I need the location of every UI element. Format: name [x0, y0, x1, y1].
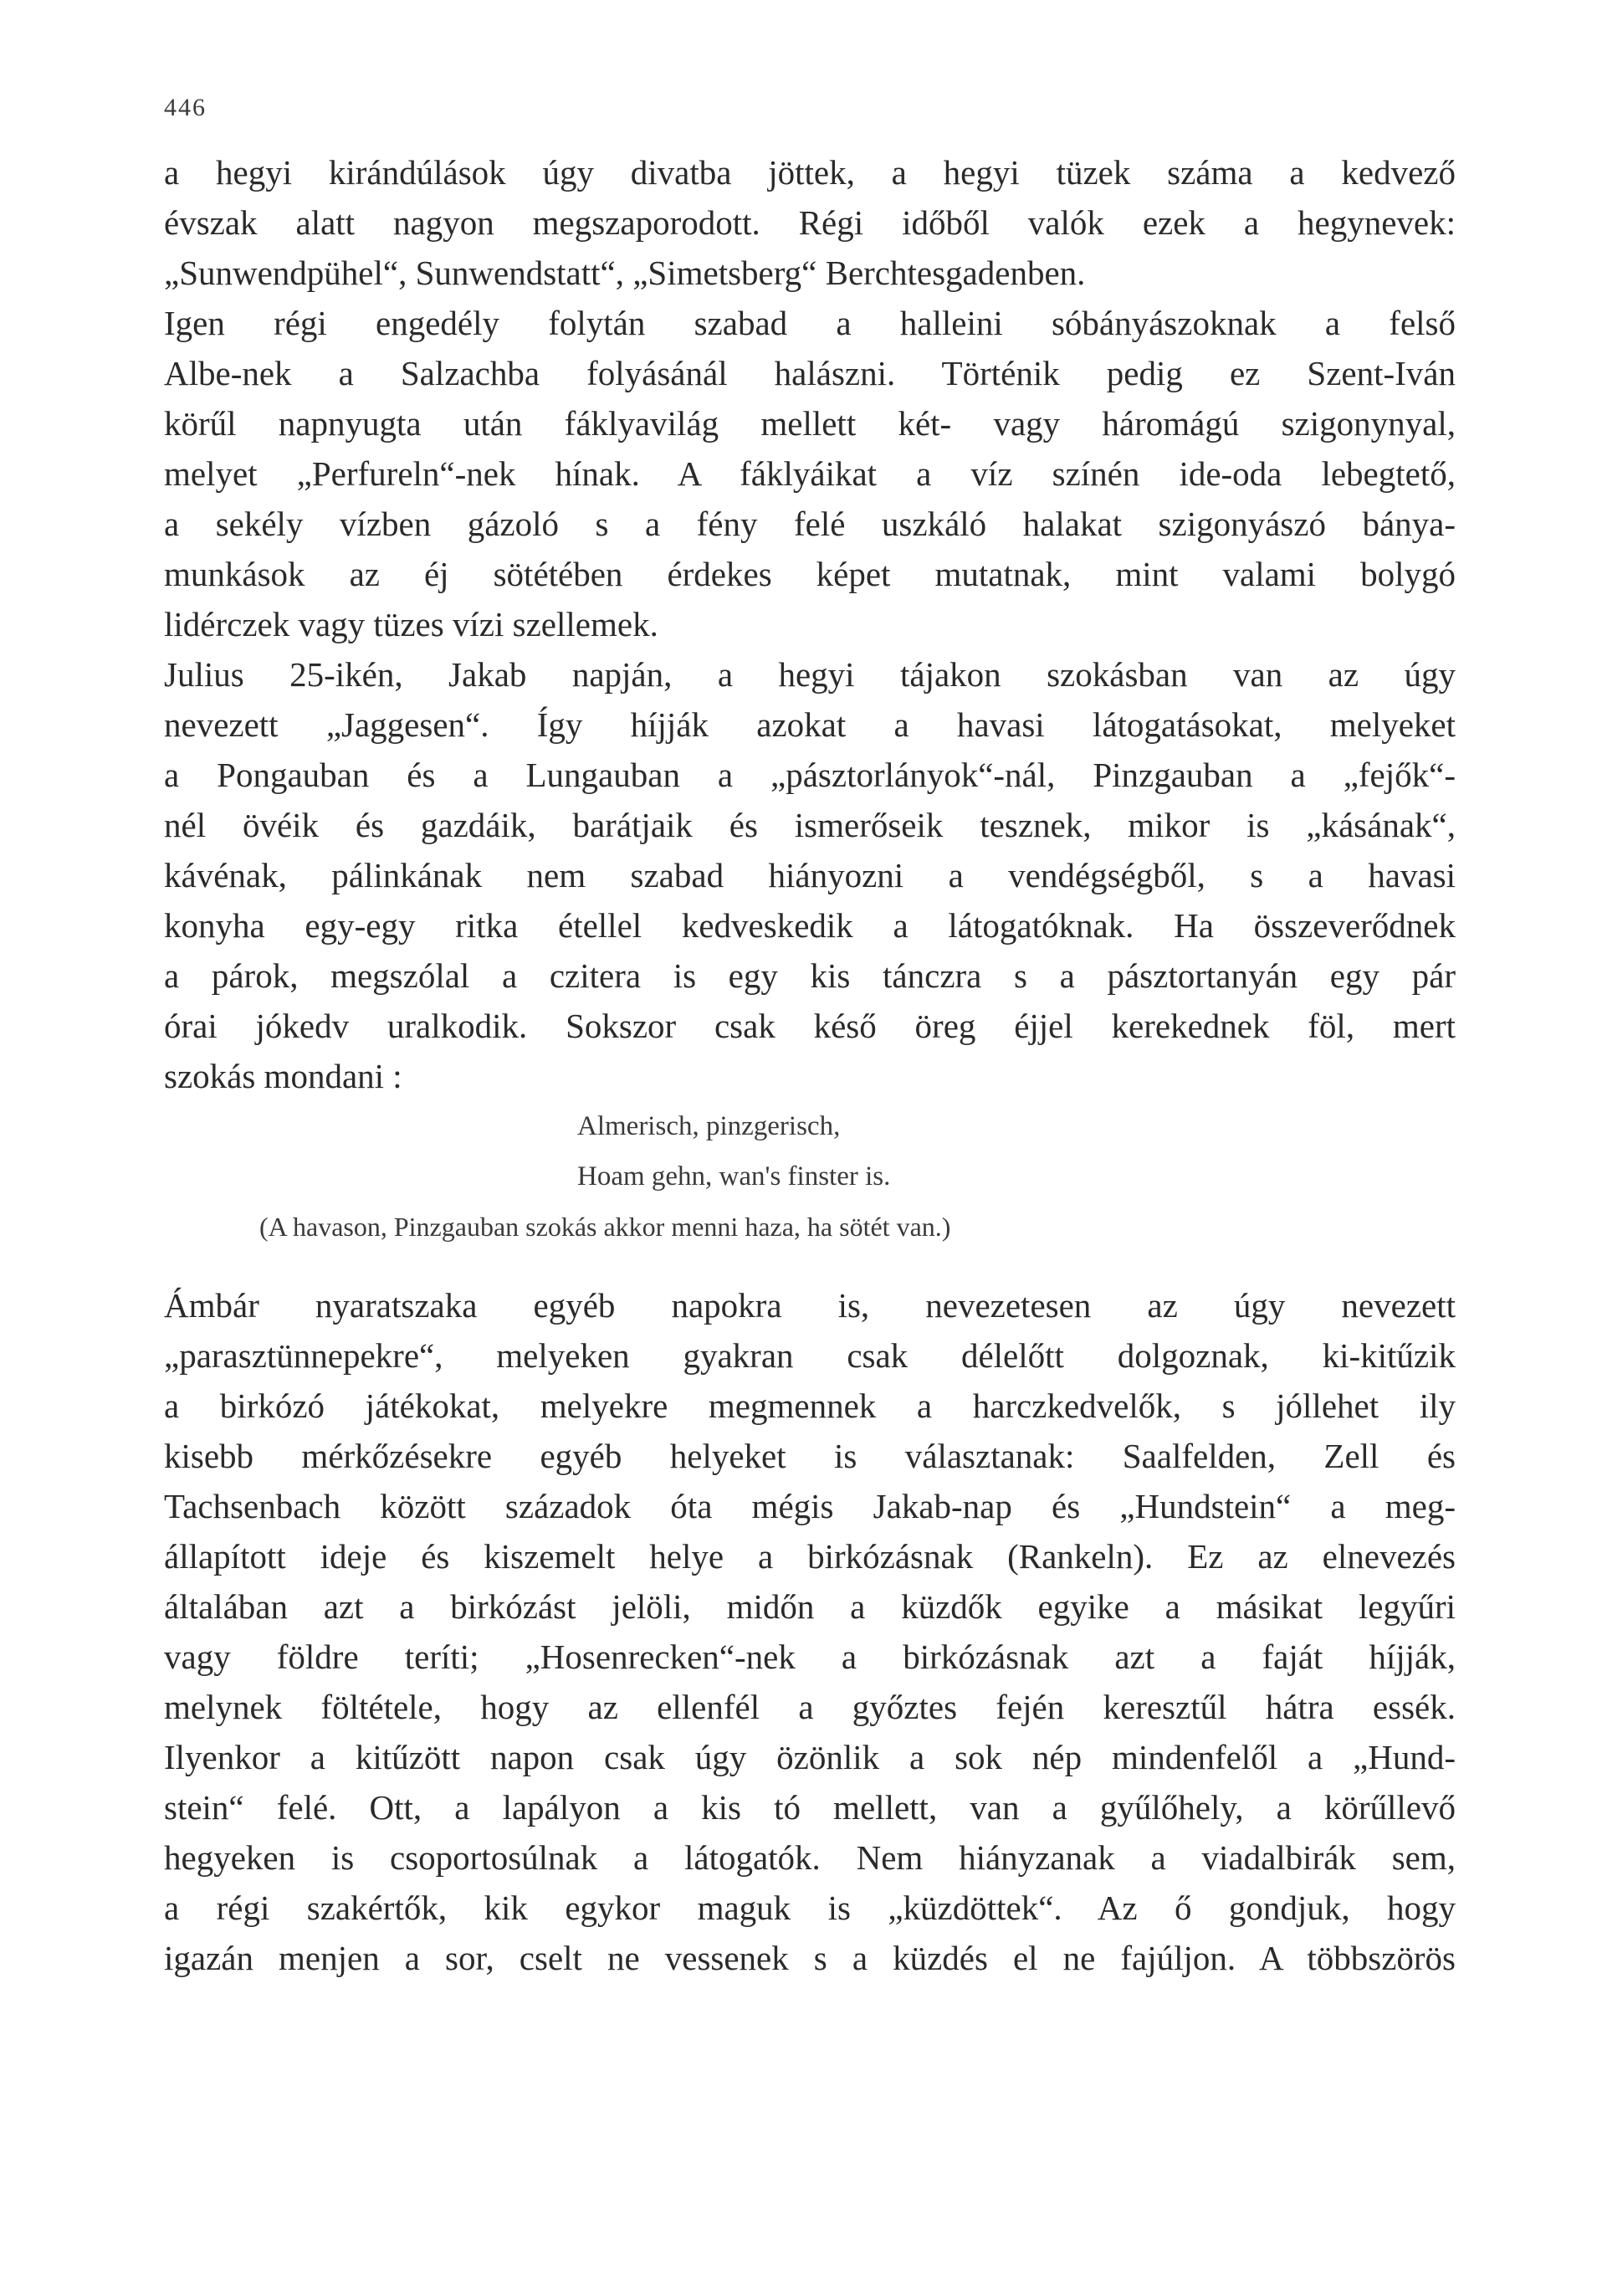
text-line: a birkózó játékokat, melyekre megmennek a harczkedvelők, s jóllehet ily — [164, 1386, 1456, 1425]
text-line: állapított ideje és kiszemelt helye a birkózásnak (Rankeln). Ez az elnevezés — [164, 1537, 1456, 1576]
text-line: Ilyenkor a kitűzött napon csak úgy özönlik a sok nép mindenfelől a „Hund- — [164, 1738, 1456, 1776]
text-line: Igen régi engedély folytán szabad a halleini sóbányászoknak a felső — [164, 304, 1456, 342]
text-line: évszak alatt nagyon megszaporodott. Régi időből valók ezek a hegynevek: — [164, 203, 1456, 242]
text-line: stein“ felé. Ott, a lapályon a kis tó mellett, van a gyűlőhely, a körűllevő — [164, 1788, 1456, 1827]
text-line: nevezett „Jaggesen“. Így híjják azokat a havasi látogatásokat, melyeket — [164, 705, 1456, 744]
text-line: kisebb mérkőzésekre egyéb helyeket is választanak: Saalfelden, Zell és — [164, 1437, 1456, 1475]
text-line: igazán menjen a sor, cselt ne vessenek s a küzdés el ne fajúljon. A többszörös — [164, 1939, 1456, 1977]
text-line: vagy földre teríti; „Hosenrecken“-nek a birkózásnak azt a faját híjják, — [164, 1637, 1456, 1676]
text-line: órai jókedv uralkodik. Sokszor csak késő öreg éjjel kerekednek föl, mert — [164, 1007, 1456, 1045]
page-body — [164, 147, 1456, 1983]
text-line: a sekély vízben gázoló s a fény felé uszkáló halakat szigonyászó bánya- — [164, 505, 1456, 543]
text-line: melynek föltétele, hogy az ellenfél a győztes fején keresztűl hátra essék. — [164, 1688, 1456, 1726]
verse-line: Hoam gehn, wan's finster is. — [577, 1161, 891, 1192]
text-line: „parasztünnepekre“, melyeken gyakran csak délelőtt dolgoznak, ki-kitűzik — [164, 1336, 1456, 1375]
text-line: a hegyi kirándúlások úgy divatba jöttek, a hegyi tüzek száma a kedvező — [164, 153, 1456, 192]
text-line: Albe-nek a Salzachba folyásánál halászni. Történik pedig ez Szent-Iván — [164, 354, 1456, 392]
verse-line: Almerisch, pinzgerisch, — [577, 1111, 841, 1141]
text-line: Ámbár nyaratszaka egyéb napokra is, nevezetesen az úgy nevezett — [164, 1286, 1456, 1325]
text-line: kávénak, pálinkának nem szabad hiányozni a vendégségből, s a havasi — [164, 856, 1456, 894]
text-line: konyha egy-egy ritka étellel kedveskedik a látogatóknak. Ha összeverődnek — [164, 906, 1456, 945]
text-line: nél övéik és gazdáik, barátjaik és ismerőseik tesznek, mikor is „kásának“, — [164, 806, 1456, 844]
text-line: a régi szakértők, kik egykor maguk is „küzdöttek“. Az ő gondjuk, hogy — [164, 1889, 1456, 1927]
text-line: Tachsenbach között századok óta mégis Jakab-nap és „Hundstein“ a meg- — [164, 1487, 1456, 1525]
paragraph-jaggesen — [164, 649, 1456, 1101]
text-line: általában azt a birkózást jelöli, midőn a küzdők egyike a másikat legyűri — [164, 1587, 1456, 1626]
paragraph-halaszat — [164, 298, 1456, 649]
paragraph-hegyi-tuzek — [164, 147, 1456, 298]
text-line: a párok, megszólal a czitera is egy kis tánczra s a pásztortanyán egy pár — [164, 956, 1456, 995]
text-line: a Pongauban és a Lungauban a „pásztorlányok“-nál, Pinzgauban a „fejők“- — [164, 756, 1456, 794]
text-line: melyet „Perfureln“-nek hínak. A fáklyáikat a víz színén ide-oda lebegtető, — [164, 454, 1456, 493]
text-line: szokás mondani : — [164, 1057, 402, 1095]
text-line: „Sunwendpühel“, Sunwendstatt“, „Simetsberg“ Berchtesgadenben. — [164, 254, 1086, 292]
text-line: körűl napnyugta után fáklyavilág mellett két- vagy háromágú szigonynyal, — [164, 404, 1456, 443]
text-line: munkások az éj sötétében érdekes képet mutatnak, mint valami bolygó — [164, 555, 1456, 593]
verse-translation: (A havason, Pinzgauban szokás akkor menni haza, ha sötét van.) — [259, 1212, 951, 1242]
page-number: 446 — [164, 94, 207, 121]
paragraph-birkozas — [164, 1280, 1456, 1983]
text-line: Julius 25-ikén, Jakab napján, a hegyi tájakon szokásban van az úgy — [164, 655, 1456, 694]
spacer — [164, 1252, 1456, 1280]
text-line: hegyeken is csoportosúlnak a látogatók. Nem hiányzanak a viadalbirák sem, — [164, 1838, 1456, 1877]
quoted-verse — [164, 1101, 1456, 1252]
text-line: lidérczek vagy tüzes vízi szellemek. — [164, 605, 658, 643]
